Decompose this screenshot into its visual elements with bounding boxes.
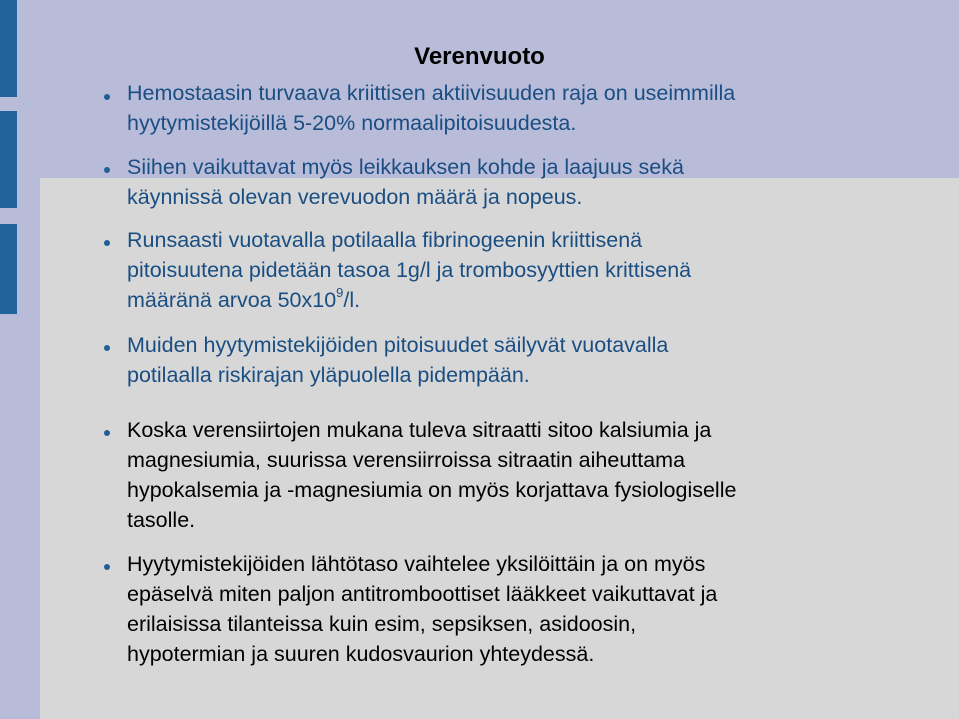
bullet-dot-icon (104, 345, 110, 351)
accent-bar-2 (0, 111, 17, 208)
bullet-text: Koska verensiirtojen mukana tuleva sitraatti sitoo kalsiumia ja magnesiumia, suurissa verensiirroissa sitraatin aiheuttama hypokalsemia ja -magnesiumia on myös korjattava fysiologiselle tasolle. (127, 418, 737, 532)
bullet-text: Hemostaasin turvaava kriittisen aktiivisuuden raja on useimmilla hyytymistekijöillä 5-20% normaalipitoisuudesta. (127, 81, 736, 135)
bullet-text-tail: /l. (343, 288, 361, 312)
bullet-dot-icon (104, 167, 110, 173)
accent-bar-3 (0, 224, 17, 314)
bullet-text: Muiden hyytymistekijöiden pitoisuudet säilyvät vuotavalla potilaalla riskirajan yläpuolella pidempään. (127, 333, 669, 387)
bullet-dot-icon (104, 94, 110, 100)
bullet-text: Hyytymistekijöiden lähtötaso vaihtelee yksilöittäin ja on myös epäselvä miten paljon antitromboottiset lääkkeet vaikuttavat ja erilaisissa tilanteissa kuin esim, sepsiksen, asidoosin, hypotermian ja suuren kudosvaurion yhteydessä. (127, 552, 718, 666)
slide-title: Verenvuoto (414, 43, 545, 70)
bullet-text-superscript: 9 (336, 284, 344, 300)
bullet-dot-icon (104, 430, 110, 436)
bullet-dot-icon (104, 564, 110, 570)
bullet-dot-icon (104, 240, 110, 246)
bullet-text (127, 225, 691, 315)
bullet-text: Siihen vaikuttavat myös leikkauksen kohde ja laajuus sekä käynnissä olevan verevuodon määrä ja nopeus. (127, 155, 684, 209)
bullet-text-main: Runsaasti vuotavalla potilaalla fibrinogeenin kriittisenä pitoisuutena pidetään tasoa 1g/l ja trombosyyttien krittisenä määränä arvoa 50x10 (127, 228, 692, 312)
